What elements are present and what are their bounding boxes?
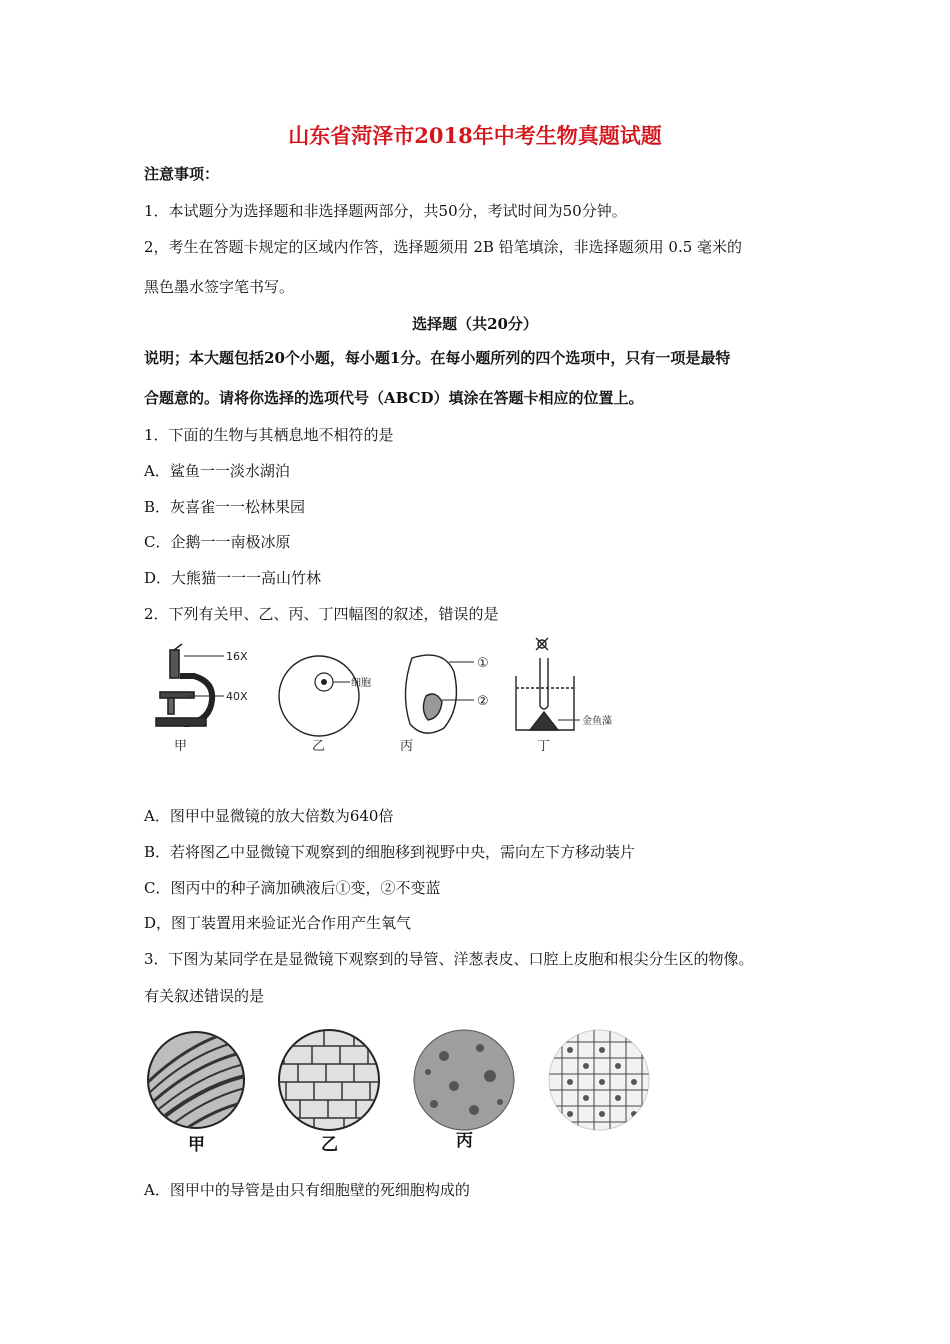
notice-line-2b: 黑色墨水签字笔书写。 [144, 278, 295, 296]
q2-option-a: A．图甲中显微镜的放大倍数为640倍 [144, 807, 394, 825]
q3-stem-a: 3．下图为某同学在是显微镜下观察到的导管、洋葱表皮、口腔上皮胞和根尖分生区的物像。 [144, 950, 754, 968]
oral-epithelium-micrograph [414, 1030, 514, 1130]
field-of-view-drawing [279, 656, 359, 736]
q2-stem: 2．下列有关甲、乙、丙、丁四幅图的叙述，错误的是 [144, 605, 499, 623]
onion-epidermis-micrograph [274, 1026, 384, 1136]
eyepiece-label: 16X [226, 650, 248, 663]
q3-stem-b: 有关叙述错误的是 [144, 987, 265, 1005]
mark-2-label: ② [477, 694, 489, 709]
page-title: 山东省菏泽市2018年中考生物真题试题 [288, 123, 662, 148]
section-description-b: 合题意的。请将你选择的选项代号（ABCD）填涂在答题卡相应的位置上。 [144, 389, 644, 407]
q1-stem: 1．下面的生物与其栖息地不相符的是 [144, 426, 394, 444]
q2-option-d: D，图丁装置用来验证光合作用产生氧气 [144, 914, 412, 932]
q2-option-c: C．图丙中的种子滴加碘液后①变，②不变蓝 [144, 879, 441, 897]
mark-1-label: ① [477, 656, 489, 671]
section-heading: 选择题（共20分） [412, 315, 538, 333]
q1-option-d: D．大熊猫一一一高山竹林 [144, 569, 322, 587]
fig3-label-jia: 甲 [188, 1135, 205, 1155]
fig-label-bing: 丙 [400, 739, 414, 754]
q3-figure [144, 1026, 674, 1156]
beaker-apparatus-drawing [516, 638, 580, 730]
section-description-a: 说明；本大题包括20个小题，每小题1分。在每小题所列的四个选项中，只有一项是最特 [144, 349, 731, 367]
notice-line-2a: 2，考生在答题卡规定的区域内作答，选择题须用 2B 铅笔填涂，非选择题须用 0.5 毫米的 [144, 238, 743, 256]
root-tip-micrograph [544, 1026, 654, 1136]
vessel-micrograph [144, 1026, 254, 1142]
seed-drawing [405, 655, 474, 733]
fig-label-yi: 乙 [312, 739, 326, 754]
fig-label-ding: 丁 [537, 739, 551, 754]
q2-figure [144, 636, 674, 756]
notice-heading: 注意事项： [144, 165, 220, 183]
q2-option-b: B．若将图乙中显微镜下观察到的细胞移到视野中央，需向左下方移动装片 [144, 843, 636, 861]
q1-option-c: C．企鹅一一南极冰原 [144, 533, 291, 551]
fig3-label-yi: 乙 [321, 1135, 338, 1155]
fig3-label-bing: 丙 [456, 1131, 473, 1151]
microscope-drawing [156, 644, 224, 726]
plant-label: 金鱼藻 [582, 716, 612, 727]
fig-label-jia: 甲 [174, 739, 188, 754]
objective-label: 40X [226, 690, 248, 703]
q1-option-b: B．灰喜雀一一松林果园 [144, 498, 306, 516]
cell-label: 细胞 [351, 678, 371, 689]
q1-option-a: A．鲨鱼一一淡水湖泊 [144, 462, 290, 480]
notice-line-1: 1．本试题分为选择题和非选择题两部分，共50分，考试时间为50分钟。 [144, 202, 627, 220]
q3-option-a: A．图甲中的导管是由只有细胞壁的死细胞构成的 [144, 1181, 470, 1199]
